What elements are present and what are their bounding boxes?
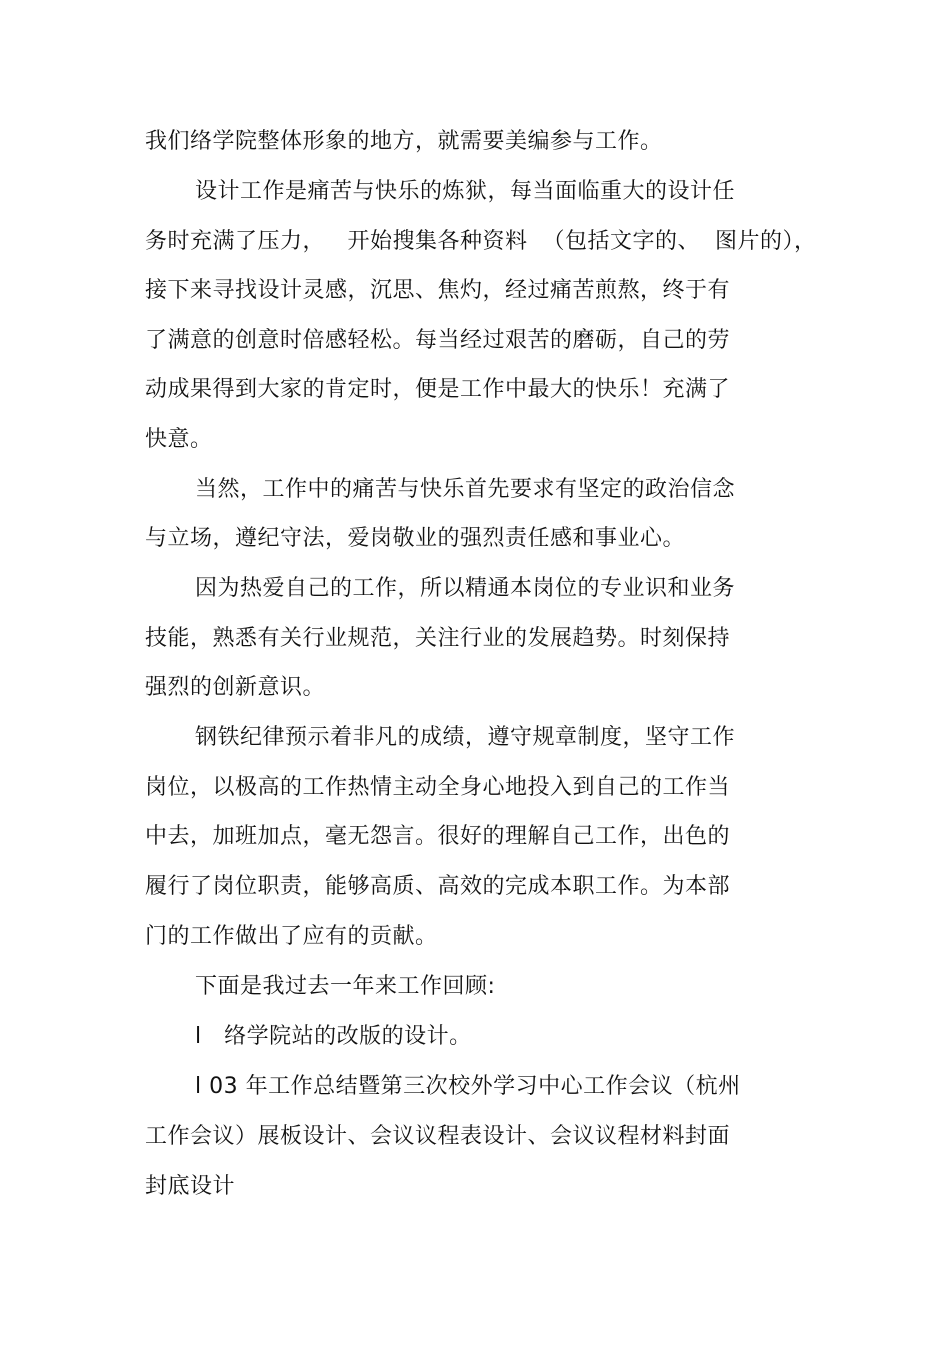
text-line: 我们络学院整体形象的地方，就需要美编参与工作。 [145,129,663,154]
paragraph-first-line: 设计工作是痛苦与快乐的炼狱，每当面临重大的设计任 [195,179,736,204]
text-line: 门的工作做出了应有的贡献。 [145,924,438,949]
text-line: 务时充满了压力， 开始搜集各种资料 （包括文字的、 图片的）， [145,229,817,254]
text-line: 强烈的创新意识。 [145,675,326,700]
paragraph-first-line: 当然，工作中的痛苦与快乐首先要求有坚定的政治信念 [195,477,736,502]
text-line: 了满意的创意时倍感轻松。每当经过艰苦的磨砺，自己的劳 [145,328,731,353]
text-line: 封底设计 [145,1174,236,1199]
text-line: 与立场，遵纪守法，爱岗敬业的强烈责任感和事业心。 [145,526,686,551]
list-item: l 络学院站的改版的设计。 [195,1024,472,1049]
text-line: 技能，熟悉有关行业规范，关注行业的发展趋势。时刻保持 [145,626,731,651]
text-line: 履行了岗位职责，能够高质、高效的完成本职工作。为本部 [145,874,731,899]
text-line: 动成果得到大家的肯定时，便是工作中最大的快乐！充满了 [145,377,731,402]
text-line: 快意。 [145,427,213,452]
text-line: 中去，加班加点，毫无怨言。很好的理解自己工作，出色的 [145,824,731,849]
text-line: 工作会议）展板设计、会议议程表设计、会议议程材料封面 [145,1124,731,1149]
list-item: l 03 年工作总结暨第三次校外学习中心工作会议（杭州 [195,1074,741,1099]
paragraph-first-line: 钢铁纪律预示着非凡的成绩，遵守规章制度，坚守工作 [195,725,736,750]
paragraph-first-line: 下面是我过去一年来工作回顾: [195,974,496,999]
text-line: 接下来寻找设计灵感，沉思、焦灼，经过痛苦煎熬，终于有 [145,278,731,303]
paragraph-first-line: 因为热爱自己的工作，所以精通本岗位的专业识和业务 [195,576,736,601]
text-line: 岗位，以极高的工作热情主动全身心地投入到自己的工作当 [145,775,731,800]
